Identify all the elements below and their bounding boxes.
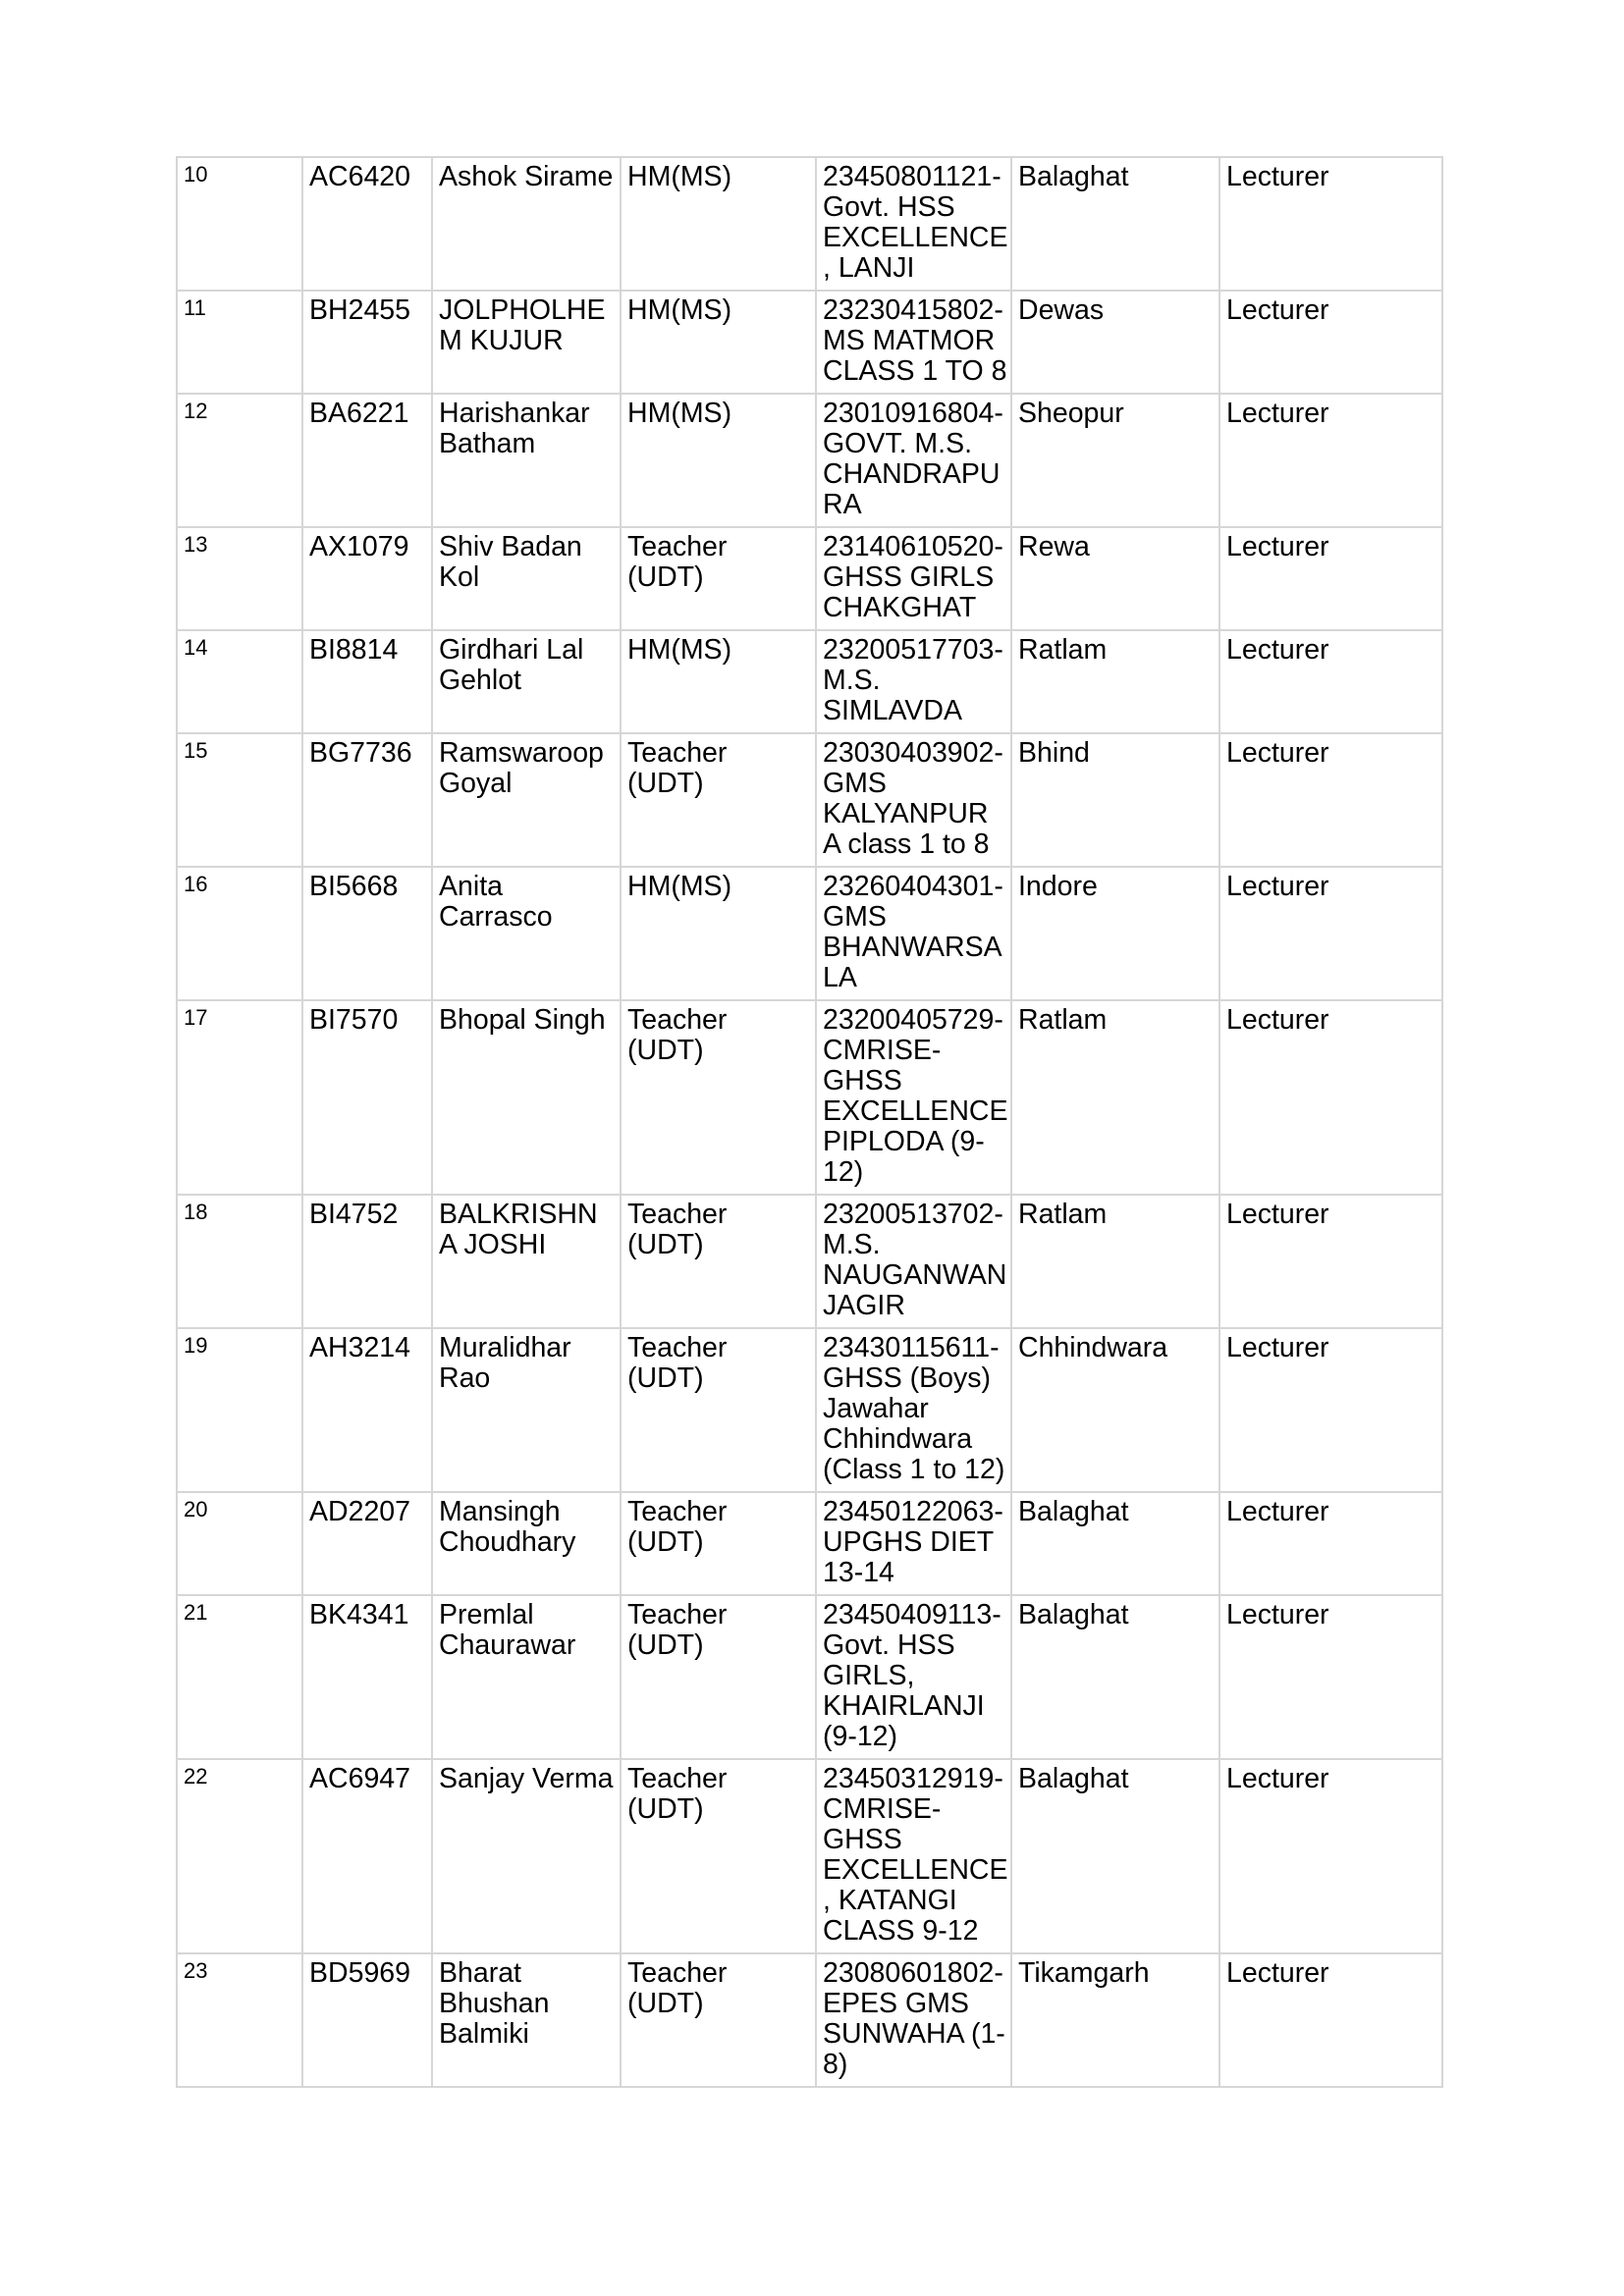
employee-code-cell: BI4752 — [302, 1195, 432, 1328]
serial-number-cell: 19 — [177, 1328, 302, 1492]
employee-name-cell: Ramswaroop Goyal — [432, 733, 621, 867]
district-cell: Balaghat — [1011, 1595, 1219, 1759]
table-row — [177, 1595, 1442, 1759]
current-post-cell: Teacher (UDT) — [621, 1000, 816, 1195]
serial-number-cell: 12 — [177, 394, 302, 527]
school-cell: 23450122063-UPGHS DIET 13-14 — [816, 1492, 1011, 1595]
current-post-cell: Teacher (UDT) — [621, 527, 816, 630]
promotion-list-table-wrapper — [176, 156, 1441, 2088]
employee-code-cell: BI7570 — [302, 1000, 432, 1195]
table-row — [177, 867, 1442, 1000]
serial-number-cell: 21 — [177, 1595, 302, 1759]
promoted-to-cell: Lecturer — [1219, 1328, 1442, 1492]
promoted-to-cell: Lecturer — [1219, 733, 1442, 867]
promoted-to-cell: Lecturer — [1219, 1953, 1442, 2087]
employee-code-cell: BH2455 — [302, 291, 432, 394]
district-cell: Indore — [1011, 867, 1219, 1000]
table-row — [177, 1492, 1442, 1595]
employee-name-cell: Bharat Bhushan Balmiki — [432, 1953, 621, 2087]
school-cell: 23140610520-GHSS GIRLS CHAKGHAT — [816, 527, 1011, 630]
employee-code-cell: AC6420 — [302, 157, 432, 291]
promoted-to-cell: Lecturer — [1219, 1595, 1442, 1759]
current-post-cell: HM(MS) — [621, 630, 816, 733]
promoted-to-cell: Lecturer — [1219, 394, 1442, 527]
employee-name-cell: Sanjay Verma — [432, 1759, 621, 1953]
table-body — [177, 157, 1442, 2087]
table-row — [177, 291, 1442, 394]
employee-name-cell: Anita Carrasco — [432, 867, 621, 1000]
school-cell: 23450312919-CMRISE-GHSS EXCELLENCE , KATANGI CLASS 9-12 — [816, 1759, 1011, 1953]
table-row — [177, 1195, 1442, 1328]
promoted-to-cell: Lecturer — [1219, 1195, 1442, 1328]
current-post-cell: HM(MS) — [621, 291, 816, 394]
school-cell: 23230415802-MS MATMOR CLASS 1 TO 8 — [816, 291, 1011, 394]
current-post-cell: Teacher (UDT) — [621, 1328, 816, 1492]
employee-code-cell: AD2207 — [302, 1492, 432, 1595]
employee-code-cell: AC6947 — [302, 1759, 432, 1953]
current-post-cell: HM(MS) — [621, 157, 816, 291]
employee-name-cell: JOLPHOLHEM KUJUR — [432, 291, 621, 394]
school-cell: 23200405729-CMRISE-GHSS EXCELLENCE PIPLODA (9-12) — [816, 1000, 1011, 1195]
serial-number-cell: 13 — [177, 527, 302, 630]
school-cell: 23260404301-GMS BHANWARSALA — [816, 867, 1011, 1000]
employee-code-cell: BI8814 — [302, 630, 432, 733]
serial-number-cell: 14 — [177, 630, 302, 733]
employee-name-cell: Bhopal Singh — [432, 1000, 621, 1195]
serial-number-cell: 11 — [177, 291, 302, 394]
current-post-cell: Teacher (UDT) — [621, 733, 816, 867]
school-cell: 23200517703-M.S. SIMLAVDA — [816, 630, 1011, 733]
district-cell: Rewa — [1011, 527, 1219, 630]
table-row — [177, 1328, 1442, 1492]
current-post-cell: Teacher (UDT) — [621, 1953, 816, 2087]
promoted-to-cell: Lecturer — [1219, 867, 1442, 1000]
district-cell: Tikamgarh — [1011, 1953, 1219, 2087]
current-post-cell: Teacher (UDT) — [621, 1492, 816, 1595]
school-cell: 23450409113-Govt. HSS GIRLS, KHAIRLANJI (9-12) — [816, 1595, 1011, 1759]
employee-name-cell: BALKRISHNA JOSHI — [432, 1195, 621, 1328]
district-cell: Balaghat — [1011, 157, 1219, 291]
employee-code-cell: BI5668 — [302, 867, 432, 1000]
district-cell: Ratlam — [1011, 1195, 1219, 1328]
district-cell: Chhindwara — [1011, 1328, 1219, 1492]
table-row — [177, 527, 1442, 630]
serial-number-cell: 22 — [177, 1759, 302, 1953]
employee-name-cell: Ashok Sirame — [432, 157, 621, 291]
promotion-list-table — [176, 156, 1443, 2088]
serial-number-cell: 23 — [177, 1953, 302, 2087]
district-cell: Sheopur — [1011, 394, 1219, 527]
serial-number-cell: 17 — [177, 1000, 302, 1195]
current-post-cell: Teacher (UDT) — [621, 1759, 816, 1953]
promoted-to-cell: Lecturer — [1219, 1492, 1442, 1595]
employee-name-cell: Muralidhar Rao — [432, 1328, 621, 1492]
table-row — [177, 157, 1442, 291]
promoted-to-cell: Lecturer — [1219, 291, 1442, 394]
employee-code-cell: BA6221 — [302, 394, 432, 527]
serial-number-cell: 10 — [177, 157, 302, 291]
school-cell: 23010916804-GOVT. M.S. CHANDRAPURA — [816, 394, 1011, 527]
promoted-to-cell: Lecturer — [1219, 1759, 1442, 1953]
table-row — [177, 1000, 1442, 1195]
current-post-cell: HM(MS) — [621, 394, 816, 527]
district-cell: Bhind — [1011, 733, 1219, 867]
employee-name-cell: Premlal Chaurawar — [432, 1595, 621, 1759]
promoted-to-cell: Lecturer — [1219, 527, 1442, 630]
table-row — [177, 1759, 1442, 1953]
school-cell: 23430115611-GHSS (Boys) Jawahar Chhindwara (Class 1 to 12) — [816, 1328, 1011, 1492]
current-post-cell: HM(MS) — [621, 867, 816, 1000]
school-cell: 23030403902-GMS KALYANPUR A class 1 to 8 — [816, 733, 1011, 867]
promoted-to-cell: Lecturer — [1219, 630, 1442, 733]
employee-code-cell: BD5969 — [302, 1953, 432, 2087]
employee-code-cell: AX1079 — [302, 527, 432, 630]
serial-number-cell: 15 — [177, 733, 302, 867]
district-cell: Balaghat — [1011, 1759, 1219, 1953]
district-cell: Ratlam — [1011, 630, 1219, 733]
table-row — [177, 733, 1442, 867]
school-cell: 23450801121-Govt. HSS EXCELLENCE , LANJI — [816, 157, 1011, 291]
district-cell: Dewas — [1011, 291, 1219, 394]
employee-code-cell: BG7736 — [302, 733, 432, 867]
table-row — [177, 1953, 1442, 2087]
serial-number-cell: 18 — [177, 1195, 302, 1328]
promoted-to-cell: Lecturer — [1219, 157, 1442, 291]
employee-name-cell: Girdhari Lal Gehlot — [432, 630, 621, 733]
promoted-to-cell: Lecturer — [1219, 1000, 1442, 1195]
current-post-cell: Teacher (UDT) — [621, 1195, 816, 1328]
employee-name-cell: Mansingh Choudhary — [432, 1492, 621, 1595]
district-cell: Ratlam — [1011, 1000, 1219, 1195]
current-post-cell: Teacher (UDT) — [621, 1595, 816, 1759]
school-cell: 23080601802-EPES GMS SUNWAHA (1-8) — [816, 1953, 1011, 2087]
employee-name-cell: Shiv Badan Kol — [432, 527, 621, 630]
table-row — [177, 630, 1442, 733]
table-row — [177, 394, 1442, 527]
serial-number-cell: 16 — [177, 867, 302, 1000]
employee-code-cell: BK4341 — [302, 1595, 432, 1759]
serial-number-cell: 20 — [177, 1492, 302, 1595]
employee-code-cell: AH3214 — [302, 1328, 432, 1492]
district-cell: Balaghat — [1011, 1492, 1219, 1595]
school-cell: 23200513702-M.S. NAUGANWAN JAGIR — [816, 1195, 1011, 1328]
employee-name-cell: Harishankar Batham — [432, 394, 621, 527]
